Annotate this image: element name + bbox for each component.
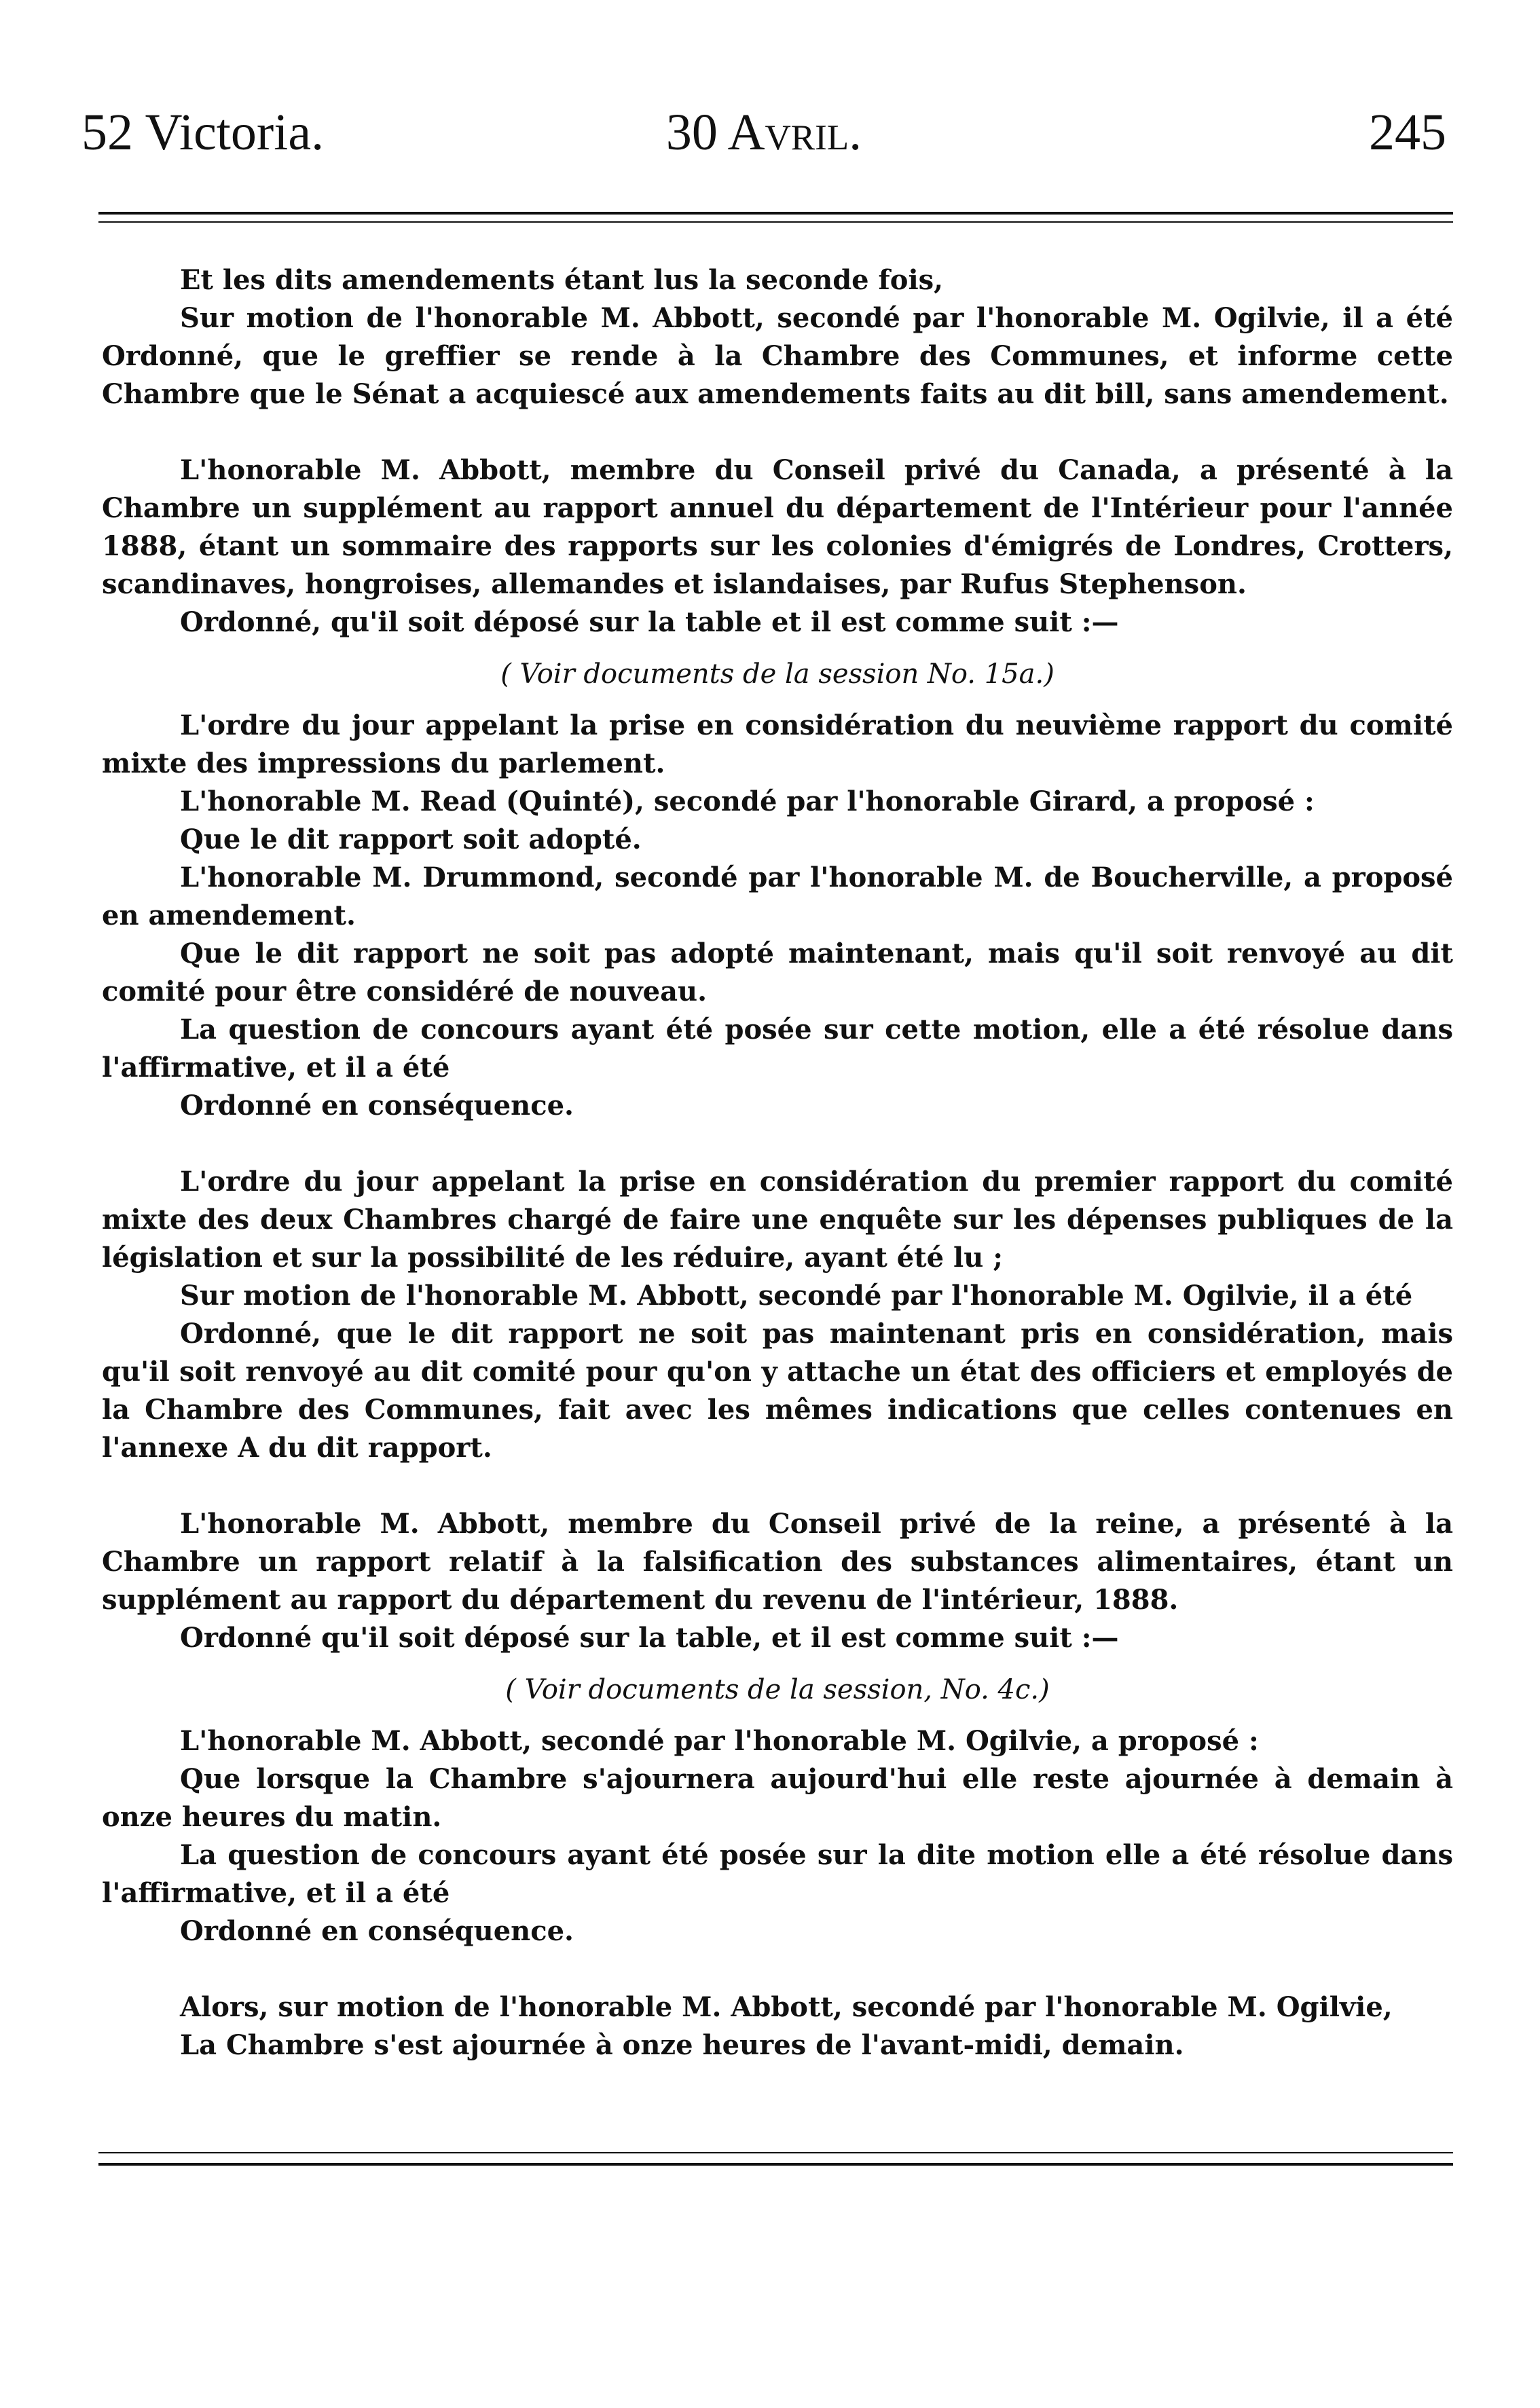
paragraph: L'honorable M. Abbott, membre du Conseil privé du Canada, a présenté à la Chambre un supplément au rapport annuel du département de l'Intérieur pour l'année 1888, étant un sommaire des rapports sur les colonies d'émigrés de Londres, Crotters, scandinaves, hongroises, allemandes et islandaises, par Rufus Stephenson. (102, 454, 1453, 600)
paragraph: Ordonné qu'il soit déposé sur la table, et il est comme suit :— (180, 1622, 1119, 1654)
footer-rule-bottom (98, 2163, 1453, 2166)
paragraph: L'honorable M. Drummond, secondé par l'honorable M. de Boucherville, a proposé en amendement. (102, 862, 1453, 931)
header-rule-top (98, 212, 1453, 215)
footer-rule-top (98, 2152, 1453, 2153)
paragraph: La Chambre s'est ajournée à onze heures de l'avant-midi, demain. (180, 2029, 1184, 2061)
paragraph: Ordonné en conséquence. (180, 1090, 574, 1122)
document-reference: ( Voir documents de la session, No. 4c.) (505, 1674, 1050, 1705)
paragraph: Ordonné, qu'il soit déposé sur la table et il est comme suit :— (180, 606, 1119, 638)
paragraph: Que lorsque la Chambre s'ajournera aujourd'hui elle reste ajournée à demain à onze heures du matin. (102, 1763, 1453, 1833)
header-rule-bottom (98, 221, 1453, 223)
paragraph: Sur motion de l'honorable M. Abbott, secondé par l'honorable M. Ogilvie, il a été (180, 1280, 1413, 1312)
paragraph: Que le dit rapport soit adopté. (180, 823, 642, 855)
paragraph: La question de concours ayant été posée sur la dite motion elle a été résolue dans l'affirmative, et il a été (102, 1839, 1453, 1909)
paragraph: L'honorable M. Abbott, membre du Conseil privé de la reine, a présenté à la Chambre un rapport relatif à la falsification des substances alimentaires, étant un supplément au rapport du département du revenu de l'intérieur, 1888. (102, 1508, 1453, 1616)
document-reference: ( Voir documents de la session No. 15a.) (500, 659, 1055, 690)
page-number: 245 (1369, 104, 1446, 161)
paragraph: Et les dits amendements étant lus la seconde fois, (180, 264, 944, 296)
paragraph: Alors, sur motion de l'honorable M. Abbott, secondé par l'honorable M. Ogilvie, (180, 1991, 1393, 2023)
paragraph: Que le dit rapport ne soit pas adopté maintenant, mais qu'il soit renvoyé au dit comité pour être considéré de nouveau. (102, 938, 1453, 1007)
paragraph: Ordonné, que le dit rapport ne soit pas maintenant pris en considération, mais qu'il soit renvoyé au dit comité pour qu'on y attache un état des officiers et employés de la Chambre des Communes, fait avec les mêmes indications que celles contenues en l'annexe A du dit rapport. (102, 1318, 1453, 1464)
header-date: 30 Avril. (665, 104, 862, 161)
page-header (81, 102, 1446, 163)
paragraph: La question de concours ayant été posée sur cette motion, elle a été résolue dans l'affirmative, et il a été (102, 1014, 1453, 1083)
page-body (102, 261, 1453, 2064)
paragraph: Ordonné en conséquence. (180, 1915, 574, 1947)
paragraph: L'ordre du jour appelant la prise en considération du neuvième rapport du comité mixte des impressions du parlement. (102, 709, 1453, 779)
header-session: 52 Victoria. (81, 104, 325, 161)
paragraph: Sur motion de l'honorable M. Abbott, secondé par l'honorable M. Ogilvie, il a été Ordonné, que le greffier se rende à la Chambre des Communes, et informe cette Chambre que le Sénat a acquiescé aux amendements faits au dit bill, sans amendement. (102, 302, 1453, 410)
paragraph: L'ordre du jour appelant la prise en considération du premier rapport du comité mixte des deux Chambres chargé de faire une enquête sur les dépenses publiques de la législation et sur la possibilité de les réduire, ayant été lu ; (102, 1166, 1453, 1274)
paragraph: L'honorable M. Abbott, secondé par l'honorable M. Ogilvie, a proposé : (180, 1725, 1259, 1757)
paragraph: L'honorable M. Read (Quinté), secondé par l'honorable Girard, a proposé : (180, 785, 1315, 817)
